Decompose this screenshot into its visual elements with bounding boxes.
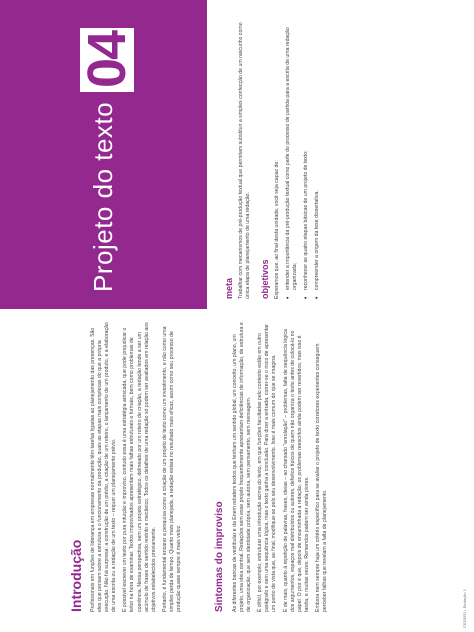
improviso-paragraph: Embora nem sempre haja um critério específico para se avaliar o projeto de texto corretores experientes conseguem perceber falhas que revelam a falta de planejamento.: [314, 343, 329, 612]
improviso-paragraph: É difícil, por exemplo, estruturar uma introdução acima do texto, em que funções facultadas pelo contexto estão em outro parágrafo e sem uma sequência lógica, mas o texto ganha a conclusão. Para dizer a entrada, correr-se o risco de apresentar um ponto de vista que, ao final, modifique-se pelo seu desenvolvimento. Isso é mais comum do que se imagina.: [257, 324, 278, 612]
intro-paragraph: Portanto, é fundamental encarar a pesquisa como a criação de um projeto de texto como um investimento, e não como uma simples perda de tempo. Quanto mais planejada, a redação estará no resultado mais eficaz, assim como seu processo de produção quase sempre é mais veloz.: [161, 326, 183, 612]
chapter-number: 04: [80, 28, 134, 92]
intro-body: [90, 322, 187, 612]
meta-text: Trabalhar com mecanismos de pré-produção textual que permitam substituir a simples confecção de um rascunho como única etapa de planejamento de uma redação.: [238, 22, 252, 299]
intro-paragraph: Profissionais em funções de liderança em empresas normalmente têm tarefas ligadas ao planejamento das presenças. São eles que pensam sobre a estrutura e o funcionamento da produção, quais as etapas mais complexas do que a própria execução. Não há surpresa: a construção de um prédio, a criação de um roteiro, o lançamento de um produto, e a elaboração de uma escrita ou a redação de um texto – requer um planejamento prévio.: [90, 322, 118, 612]
intro-paragraph: É possível escrever um texto por pura intuição e improviso, contudo essa é uma estratégia arriscada, que pode prejudicar o leitor na hora de examinar. Textos improvisados apresentam mais falhas estruturais e formais, bem como problemas de coerência. Nessa perspectiva, sem um projeto estratégico, delineado por um roteiro de criação, a redação tende a ser um acúmulo de frases de sentido restrito e mecânico. Todos os detalhes de uma redação só podem ser avaliados em relação aos objetivos estabelecidos previamente.: [122, 322, 157, 612]
intro-heading: Introdução: [68, 539, 84, 612]
objetivos-list: [285, 19, 321, 299]
objetivos-heading: objetivos: [260, 259, 270, 299]
chapter-title: Projeto do texto: [88, 101, 118, 292]
page-footer: CEDERJ • Redação 1: [462, 589, 467, 628]
objetivos-item: • compreender a origem da tese dissertativa.: [314, 19, 321, 299]
objetivos-body: [274, 19, 325, 299]
meta-heading: meta: [224, 277, 234, 299]
objetivos-item: • entender a importância da pré-produção textual como parte do processo de partida para a escrita de uma redação organizada;: [285, 19, 299, 299]
objetivos-item: • reconhecer as quatro etapas básicas de um projeto de texto;: [303, 19, 310, 299]
improviso-paragraph: É de mais, quanto à repetição de palavras, frases, ideias – ao chamado "enrolação" – problemas, falta de sequência lógica dos argumentos, espaços mal distribuídos ou autores, defeitos típicos de quem não organiza o texto antes de colocá-lo no papel. O pior é que, depois de encaminhada a redação, os problemas reescritos ainda podem ser revertidos, mas isso é tardia, e muitas vezes. Remendos padem ser ainda piores.: [282, 329, 310, 612]
improviso-paragraph: As diferentes bancas de vestibular e da Enem rebatem textos que tenham um sentido global, um conceito, um plano, um projeto, uma ideia central. Redações sem esse projeto frequentemente apresentam deficiências de informação, de estrutura e de organização, que sem identidade própria, sem autoria, sem pensamento, sem mensagem.: [232, 322, 253, 612]
improviso-body: [232, 322, 333, 612]
objetivos-intro: Esperamos que, ao final desta unidade, você seja capaz de:: [274, 160, 280, 299]
improviso-heading: Sintomas do improviso: [214, 501, 225, 612]
